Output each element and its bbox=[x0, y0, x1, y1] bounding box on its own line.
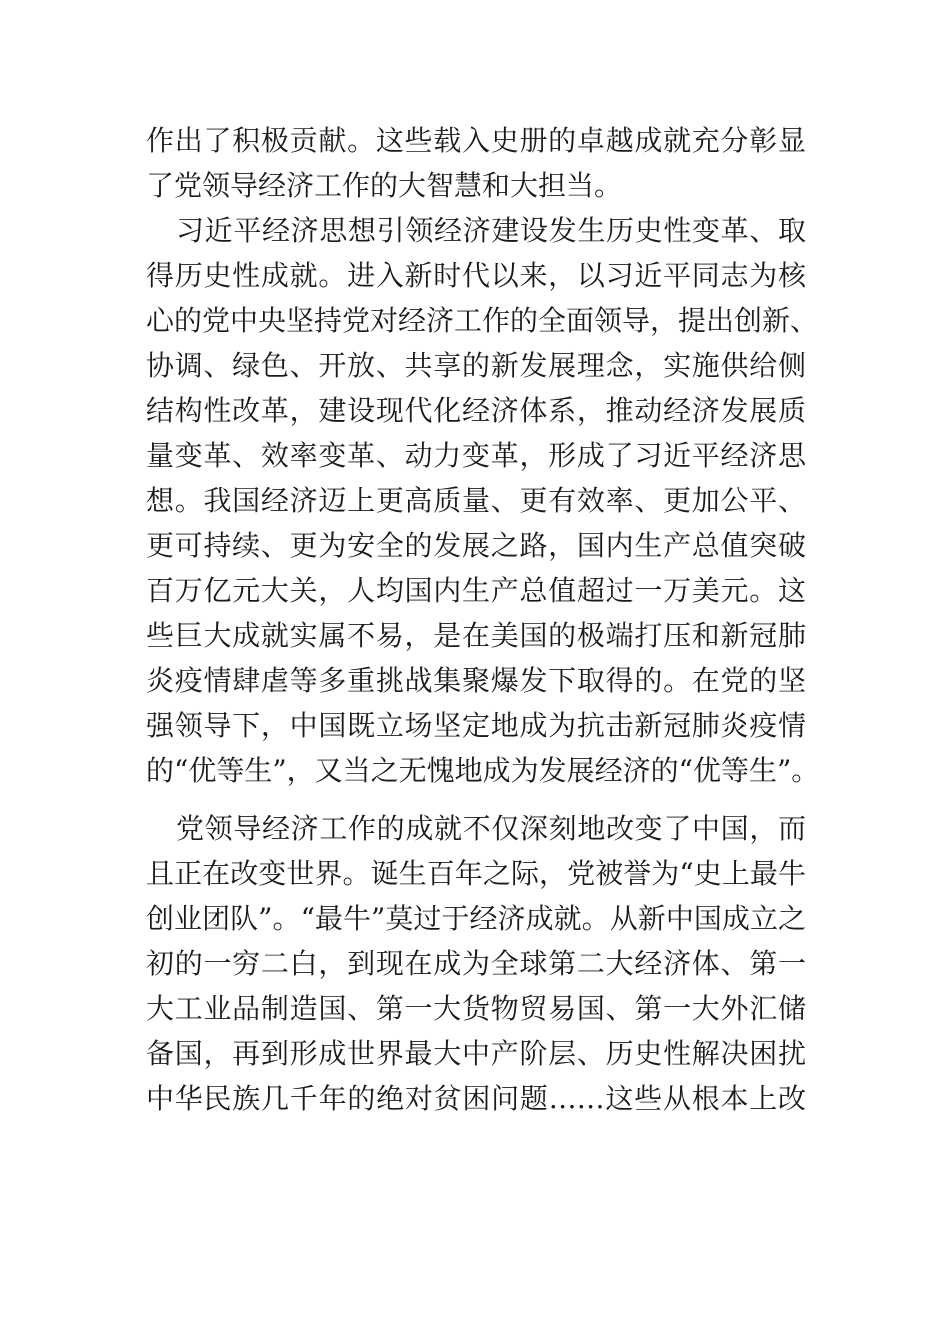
text-line: 心的党中央坚持党对经济工作的全面领导，提出创新、 bbox=[146, 304, 819, 337]
text-line: 想。我国经济迈上更高质量、更有效率、更加公平、 bbox=[146, 484, 806, 517]
text-line: 的“优等生”，又当之无愧地成为发展经济的“优等生”。 bbox=[146, 754, 820, 787]
text-line: 结构性改革，建设现代化经济体系，推动经济发展质 bbox=[146, 394, 806, 427]
text-line: 党领导经济工作的成就不仅深刻地改变了中国，而 bbox=[176, 812, 806, 845]
paragraph-1 bbox=[146, 118, 806, 208]
text-line: 协调、绿色、开放、共享的新发展理念，实施供给侧 bbox=[146, 349, 806, 382]
paragraph-2 bbox=[146, 208, 820, 793]
text-line: 强领导下，中国既立场坚定地成为抗击新冠肺炎疫情 bbox=[146, 709, 806, 742]
text-line: 量变革、效率变革、动力变革，形成了习近平经济思 bbox=[146, 439, 806, 472]
text-line: 且正在改变世界。诞生百年之际，党被誉为“史上最牛 bbox=[146, 857, 806, 890]
text-line: 炎疫情肆虐等多重挑战集聚爆发下取得的。在党的坚 bbox=[146, 664, 806, 697]
paragraph-3 bbox=[146, 806, 806, 1121]
text-line: 更可持续、更为安全的发展之路，国内生产总值突破 bbox=[146, 529, 806, 562]
text-line: 习近平经济思想引领经济建设发生历史性变革、取 bbox=[176, 214, 806, 247]
text-line: 些巨大成就实属不易，是在美国的极端打压和新冠肺 bbox=[146, 619, 806, 652]
text-line: 备国，再到形成世界最大中产阶层、历史性解决困扰 bbox=[146, 1037, 806, 1070]
text-line: 初的一穷二白，到现在成为全球第二大经济体、第一 bbox=[146, 947, 806, 980]
text-line: 了党领导经济工作的大智慧和大担当。 bbox=[146, 169, 623, 202]
text-line: 中华民族几千年的绝对贫困问题……这些从根本上改 bbox=[146, 1082, 806, 1115]
text-line: 得历史性成就。进入新时代以来，以习近平同志为核 bbox=[146, 259, 806, 292]
text-line: 百万亿元大关，人均国内生产总值超过一万美元。这 bbox=[146, 574, 806, 607]
text-line: 创业团队”。“最牛”莫过于经济成就。从新中国成立之 bbox=[146, 902, 806, 935]
text-line: 大工业品制造国、第一大货物贸易国、第一大外汇储 bbox=[146, 992, 806, 1025]
text-line: 作出了积极贡献。这些载入史册的卓越成就充分彰显 bbox=[146, 124, 806, 157]
